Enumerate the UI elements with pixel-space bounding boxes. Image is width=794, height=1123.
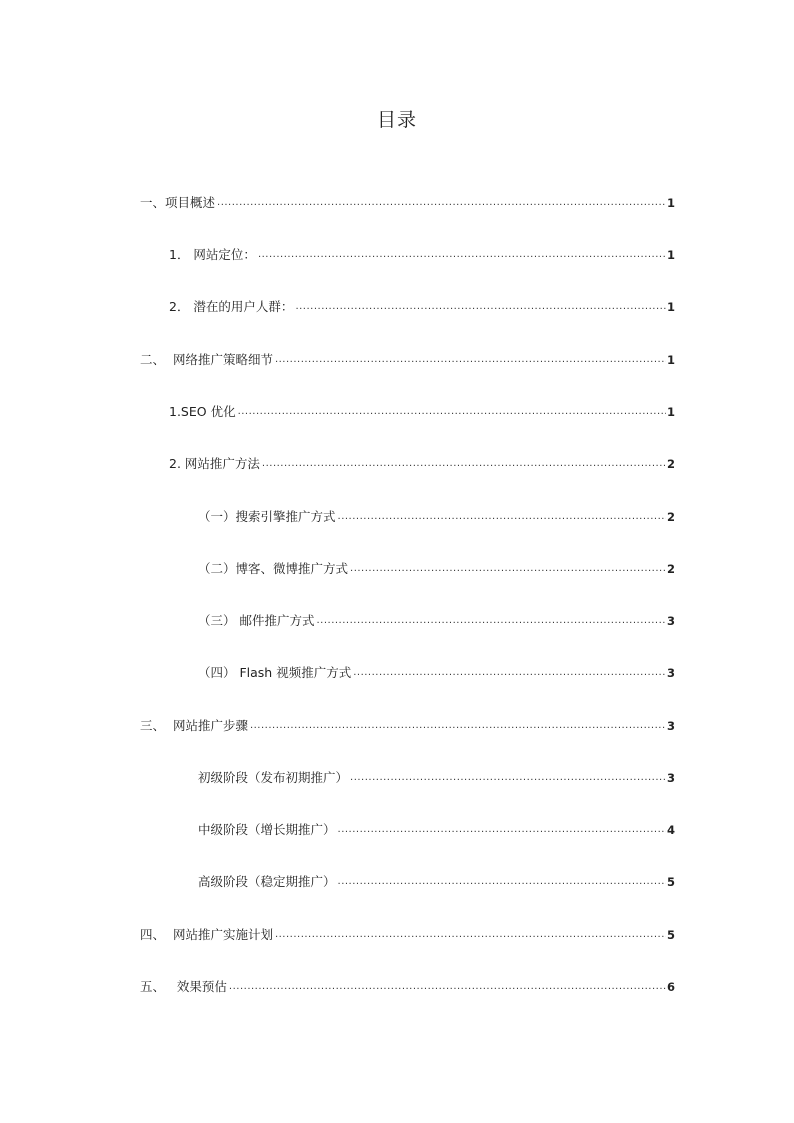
toc-entry-page-number: 1 bbox=[666, 405, 675, 419]
dot-leader bbox=[295, 296, 666, 318]
dot-leader bbox=[275, 349, 666, 371]
toc-entry-label: 初级阶段（发布初期推广） bbox=[198, 770, 349, 785]
toc-entry-label: 1.SEO 优化 bbox=[169, 404, 236, 419]
toc-entry-page-number: 1 bbox=[666, 196, 675, 210]
dot-leader bbox=[258, 244, 666, 266]
toc-entry-label: 二、 网络推广策略细节 bbox=[140, 352, 273, 367]
toc-entry-label: （二）博客、微博推广方式 bbox=[198, 561, 349, 576]
dot-leader bbox=[338, 819, 666, 841]
toc-entry-label: 一、项目概述 bbox=[140, 195, 216, 210]
toc-entry-page-number: 2 bbox=[666, 562, 675, 576]
dot-leader bbox=[250, 715, 666, 737]
toc-entry-page-number: 3 bbox=[666, 614, 675, 628]
toc-entry-site-positioning[interactable] bbox=[169, 244, 675, 266]
toc-entry-promotion-steps[interactable] bbox=[140, 715, 675, 737]
toc-entry-implementation-plan[interactable] bbox=[140, 924, 675, 946]
toc-title: 目录 bbox=[376, 109, 417, 131]
dot-leader bbox=[338, 871, 666, 893]
dot-leader bbox=[338, 506, 666, 528]
toc-entry-promotion-strategy[interactable] bbox=[140, 349, 675, 371]
toc-entry-page-number: 3 bbox=[666, 719, 675, 733]
toc-entry-potential-users[interactable] bbox=[169, 296, 675, 318]
toc-entry-page-number: 4 bbox=[666, 823, 675, 837]
toc-entry-label: （一）搜索引擎推广方式 bbox=[198, 509, 336, 524]
toc-entry-flash-video-promotion[interactable] bbox=[198, 662, 675, 684]
toc-entry-promotion-methods[interactable] bbox=[169, 453, 675, 475]
dot-leader bbox=[238, 401, 666, 423]
toc-entry-page-number: 1 bbox=[666, 300, 675, 314]
toc-entry-label: 2． 潜在的用户人群： bbox=[169, 299, 294, 314]
dot-leader bbox=[217, 192, 666, 214]
toc-entry-intermediate-stage[interactable] bbox=[198, 819, 675, 841]
toc-entry-page-number: 5 bbox=[666, 875, 675, 889]
toc-entry-email-promotion[interactable] bbox=[198, 610, 675, 632]
toc-entry-page-number: 1 bbox=[666, 353, 675, 367]
toc-entry-search-engine-promotion[interactable] bbox=[198, 506, 675, 528]
toc-entry-label: 高级阶段（稳定期推广） bbox=[198, 874, 336, 889]
toc-entry-label: 五、 效果预估 bbox=[140, 979, 227, 994]
toc-entry-label: 中级阶段（增长期推广） bbox=[198, 822, 336, 837]
toc-entry-label: 2. 网站推广方法 bbox=[169, 456, 260, 471]
toc-entry-page-number: 1 bbox=[666, 248, 675, 262]
dot-leader bbox=[262, 453, 666, 475]
dot-leader bbox=[350, 767, 666, 789]
toc-entry-initial-stage[interactable] bbox=[198, 767, 675, 789]
dot-leader bbox=[275, 924, 666, 946]
toc-entry-label: 四、 网站推广实施计划 bbox=[140, 927, 273, 942]
toc-entry-project-overview[interactable] bbox=[140, 192, 675, 214]
dot-leader bbox=[353, 662, 666, 684]
toc-entry-label: （三） 邮件推广方式 bbox=[198, 613, 315, 628]
toc-entry-seo-optimization[interactable] bbox=[169, 401, 675, 423]
dot-leader bbox=[316, 610, 666, 632]
toc-entry-page-number: 2 bbox=[666, 510, 675, 524]
toc-entry-page-number: 5 bbox=[666, 928, 675, 942]
toc-entry-advanced-stage[interactable] bbox=[198, 871, 675, 893]
toc-entry-effect-estimate[interactable] bbox=[140, 976, 675, 998]
dot-leader bbox=[229, 976, 666, 998]
toc-entry-blog-weibo-promotion[interactable] bbox=[198, 558, 675, 580]
toc-entry-label: 1． 网站定位： bbox=[169, 247, 256, 262]
toc-entry-label: 三、 网站推广步骤 bbox=[140, 718, 248, 733]
dot-leader bbox=[350, 558, 666, 580]
toc-entry-label: （四） Flash 视频推广方式 bbox=[198, 665, 352, 680]
toc-entry-page-number: 6 bbox=[666, 980, 675, 994]
toc-entry-page-number: 3 bbox=[666, 666, 675, 680]
toc-entry-page-number: 3 bbox=[666, 771, 675, 785]
toc-entry-page-number: 2 bbox=[666, 457, 675, 471]
